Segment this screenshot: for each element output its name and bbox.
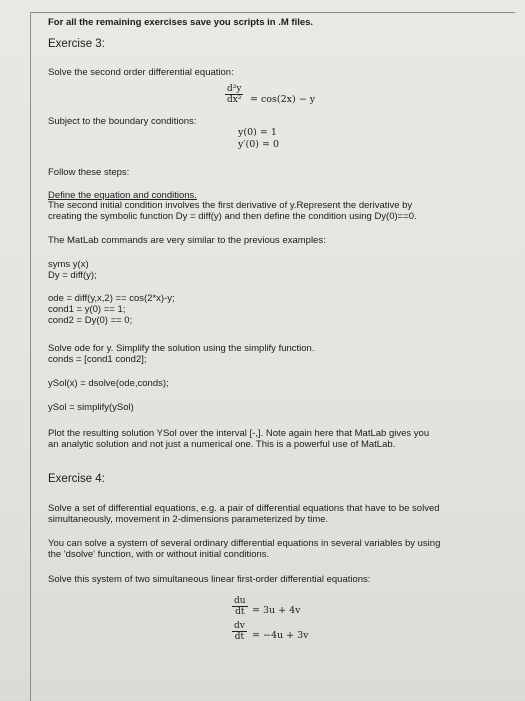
boundary-conditions-label: Subject to the boundary conditions:: [48, 116, 197, 127]
exercise-4-para1-l2: simultaneously, movement in 2-dimensions parameterized by time.: [48, 514, 329, 525]
boundary-condition-2: y′(0) = 0: [238, 139, 280, 150]
follow-steps: Follow these steps:: [48, 167, 130, 178]
paragraph-derivative-l2: creating the symbolic function Dy = diff(y) and then define the condition using Dy(0)==0.: [48, 211, 417, 222]
exercise-4-para2-l1: You can solve a system of several ordinary differential equations in several variables by using: [48, 538, 441, 549]
code-line-4: cond1 = y(0) == 1;: [48, 304, 126, 315]
ode-rhs: = cos(2x) − y: [250, 94, 316, 105]
exercise-4-para2-l2: the 'dsolve' function, with or without initial conditions.: [48, 549, 270, 560]
du-dt-rhs: = 3u + 4v: [252, 605, 301, 616]
plot-instruction-l1: Plot the resulting solution YSol over the interval [-,]. Note again here that MatLab gives you: [48, 428, 430, 439]
dv-dt-fraction: [232, 621, 247, 642]
du-denominator: dt: [235, 607, 245, 617]
exercise-4-para3: Solve this system of two simultaneous linear first-order differential equations:: [48, 574, 371, 585]
dv-numerator: dv: [234, 621, 245, 631]
ode-fraction: [225, 84, 243, 105]
ode-numerator: d²y: [227, 84, 242, 94]
code-line-5: cond2 = Dy(0) == 0;: [48, 315, 133, 326]
conds-code: conds = [cond1 cond2];: [48, 354, 147, 365]
exercise-4-title: Exercise 4:: [48, 473, 105, 485]
exercise-3-instruction: Solve the second order differential equation:: [48, 67, 234, 78]
plot-instruction-l2: an analytic solution and not just a numerical one. This is a powerful use of MatLab.: [48, 439, 396, 450]
commands-intro: The MatLab commands are very similar to the previous examples:: [48, 235, 326, 246]
ode-denominator: dx²: [227, 95, 242, 105]
define-heading: Define the equation and conditions.: [48, 190, 197, 201]
code-line-1: syms y(x): [48, 259, 89, 270]
paragraph-derivative-l1: The second initial condition involves the first derivative of y.Represent the derivative by: [48, 200, 413, 211]
du-dt-fraction: [232, 596, 248, 617]
code-line-3: ode = diff(y,x,2) == cos(2*x)-y;: [48, 293, 175, 304]
code-line-2: Dy = diff(y);: [48, 270, 97, 281]
dv-dt-rhs: = −4u + 3v: [252, 630, 309, 641]
exercise-4-para1-l1: Solve a set of differential equations, e.g. a pair of differential equations that have to be solved: [48, 503, 440, 514]
du-numerator: du: [234, 596, 246, 606]
exercise-3-title: Exercise 3:: [48, 38, 105, 50]
dv-denominator: dt: [234, 632, 245, 642]
simplify-code: ySol = simplify(ySol): [48, 402, 134, 413]
page-header: For all the remaining exercises save you scripts in .M files.: [48, 17, 314, 28]
solve-instruction: Solve ode for y. Simplify the solution using the simplify function.: [48, 343, 315, 354]
dsolve-code: ySol(x) = dsolve(ode,conds);: [48, 378, 169, 389]
boundary-condition-1: y(0) = 1: [238, 127, 277, 138]
